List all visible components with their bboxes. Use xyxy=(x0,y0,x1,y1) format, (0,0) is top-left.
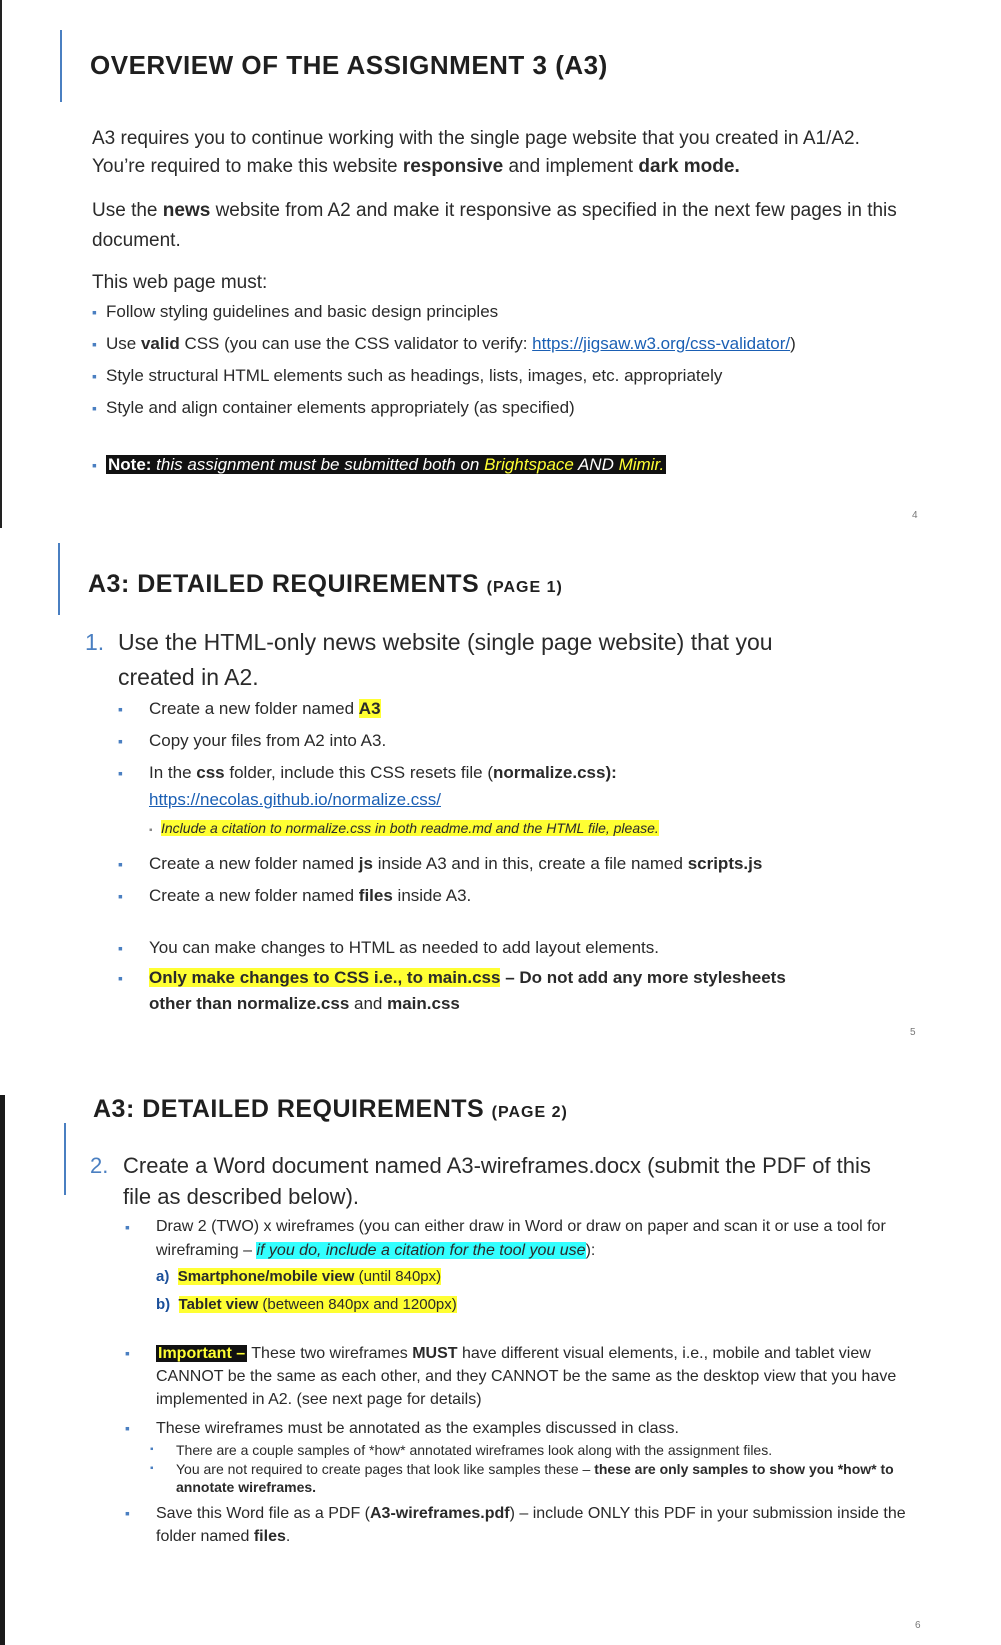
title-accent-bar xyxy=(58,543,60,615)
must-heading: This web page must: xyxy=(92,272,268,293)
title-accent-bar xyxy=(60,30,62,102)
intro-paragraph: A3 requires you to continue working with the single page website that you created in A1/A2. You’re required to make this website responsive and implement dark mode. xyxy=(92,128,860,177)
list-subitem: ▪ Include a citation to normalize.css in both readme.md and the HTML file, please. xyxy=(149,820,659,836)
list-item: ▪ Follow styling guidelines and basic design principles xyxy=(92,302,499,321)
setup-list xyxy=(118,693,878,912)
page-number: 6 xyxy=(915,1620,921,1631)
slide-left-edge xyxy=(0,1095,5,1645)
list-item: ▪ Important – These two wireframes MUST have different visual elements, i.e., mobile and tablet view CANNOT be the same as each other, and they CANNOT be the same as the desktop view that you have implemented in A2. (see next page for details) xyxy=(125,1345,897,1408)
list-item: ▪ Style structural HTML elements such as headings, lists, images, etc. appropriately xyxy=(92,366,723,385)
numbered-item-2: 2. Create a Word document named A3-wireframes.docx (submit the PDF of this file as described below). xyxy=(90,1153,871,1209)
slide-title: A3: DETAILED REQUIREMENTS (PAGE 1) xyxy=(88,570,563,598)
list-item: ▪ Style and align container elements appropriately (as specified) xyxy=(92,398,575,417)
list-item: ▪ Only make changes to CSS i.e., to main.css – Do not add any more stylesheets xyxy=(118,968,786,987)
list-subitem-b: b) Tablet view (between 840px and 1200px) xyxy=(156,1296,457,1313)
list-item: ▪ In the css folder, include this CSS resets file (normalize.css): xyxy=(118,763,617,782)
list-subitem-a: a) Smartphone/mobile view (until 840px) xyxy=(156,1268,442,1285)
page-number: 4 xyxy=(912,510,918,521)
list-item: ▪ Use valid CSS (you can use the CSS validator to verify: https://jigsaw.w3.org/css-validator/) xyxy=(92,334,796,353)
page-number: 5 xyxy=(910,1027,916,1038)
list-subitem: ▪ There are a couple samples of *how* annotated wireframes look along with the assignment files. xyxy=(150,1442,773,1458)
wireframe-list xyxy=(125,1215,915,1318)
slide-requirements-page1 xyxy=(0,555,1001,1095)
slide-title: A3: DETAILED REQUIREMENTS (PAGE 2) xyxy=(93,1095,568,1123)
submission-note: ▪ Note: this assignment must be submitted both on Brightspace AND Mimir. xyxy=(92,455,665,474)
numbered-item-1: 1. Use the HTML-only news website (single page website) that you created in A2. xyxy=(85,629,773,690)
list-item: ▪ Create a new folder named files inside A3. xyxy=(118,886,472,905)
list-item-continued: other than normalize.css and main.css xyxy=(149,994,460,1013)
normalize-link[interactable]: https://necolas.github.io/normalize.css/ xyxy=(149,790,441,809)
list-item xyxy=(118,789,878,811)
requirements-list xyxy=(92,296,972,424)
important-list xyxy=(125,1342,915,1548)
list-item: ▪ Create a new folder named A3 xyxy=(118,699,381,718)
title-accent-bar xyxy=(64,1123,66,1195)
list-item: ▪ You can make changes to HTML as needed to add layout elements. xyxy=(118,938,660,957)
slide-title: OVERVIEW OF THE ASSIGNMENT 3 (A3) xyxy=(90,50,608,80)
list-item: ▪ Draw 2 (TWO) x wireframes (you can either draw in Word or draw on paper and scan it or use a tool for wireframing – if you do, include a citation for the tool you use): xyxy=(125,1218,886,1259)
list-item: ▪ Save this Word file as a PDF (A3-wireframes.pdf) – include ONLY this PDF in your submission inside the folder named files. xyxy=(125,1505,906,1545)
list-subitem: ▪ You are not required to create pages that look like samples these – these are only samples to show you *how* to annotate wireframes. xyxy=(150,1461,894,1495)
css-validator-link[interactable]: https://jigsaw.w3.org/css-validator/ xyxy=(532,334,791,353)
slide-left-edge xyxy=(0,0,2,528)
slide-overview xyxy=(0,0,1001,555)
list-item: ▪ These wireframes must be annotated as the examples discussed in class. xyxy=(125,1420,679,1437)
list-item: ▪ Copy your files from A2 into A3. xyxy=(118,731,387,750)
css-rules-list xyxy=(118,932,878,1016)
news-paragraph: Use the news website from A2 and make it responsive as specified in the next few pages in this document. xyxy=(92,200,897,251)
slide-requirements-page2 xyxy=(0,1095,1001,1645)
list-item: ▪ Create a new folder named js inside A3 and in this, create a file named scripts.js xyxy=(118,854,763,873)
